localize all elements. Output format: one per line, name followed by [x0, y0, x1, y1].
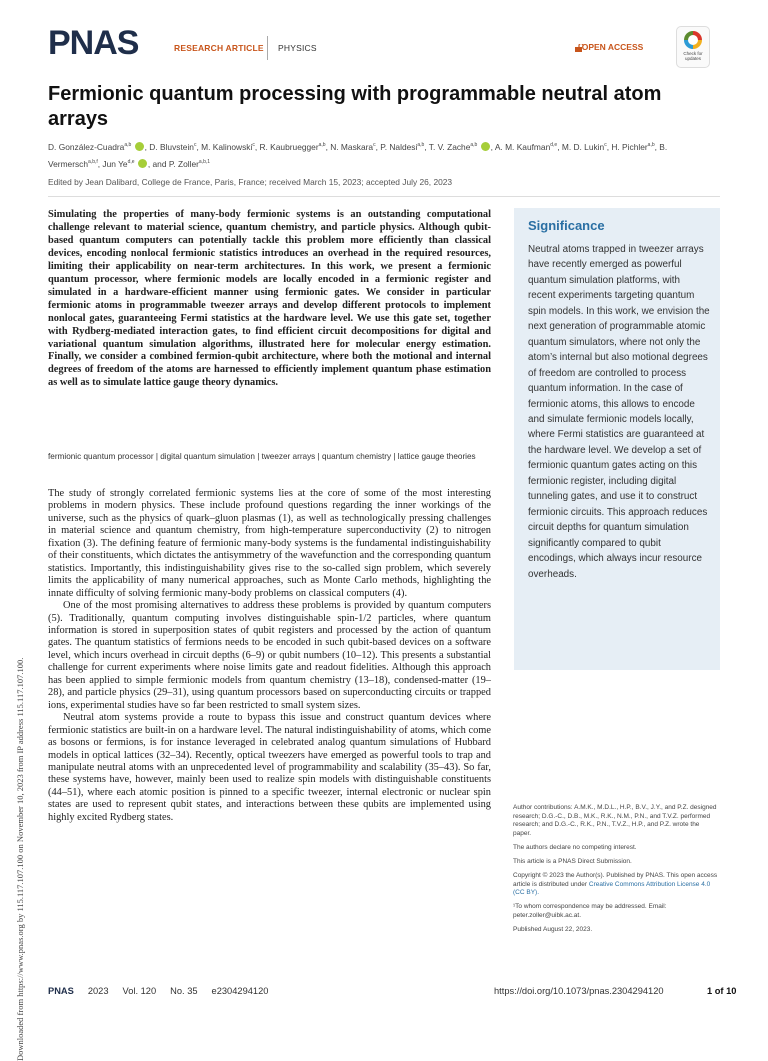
- footer-journal: PNAS: [48, 986, 74, 996]
- article-title: Fermionic quantum processing with programmable neutral atom arrays: [48, 83, 662, 130]
- orcid-icon[interactable]: [135, 142, 144, 151]
- copyright-note: Copyright © 2023 the Author(s). Published by PNAS. This open access article is distributed under Creative Commons Attribution License 4.0 (CC BY).: [513, 872, 718, 897]
- check-updates-text: Check for updates: [683, 51, 703, 61]
- significance-box: [514, 208, 720, 670]
- direct-submission: This article is a PNAS Direct Submission.: [513, 857, 632, 865]
- edited-by-line: Edited by Jean Dalibard, College de France, Paris, France; received March 15, 2023; accepted July 26, 2023: [48, 177, 453, 187]
- author-contributions: Author contributions: A.M.K., M.D.L., H.P., B.V., J.Y., and P.Z. designed research; D.G.-C., D.B., M.K., R.K., N.M., P.N., and T.V.Z. performed research; and D.G.-C., R.K., P.N., T.V.Z., H.P., and P.Z. wrote the paper.: [513, 804, 717, 837]
- body-paragraph: The study of strongly correlated fermionic systems lies at the core of some of the most interesting problems in modern physics. These include profound questions regarding the inner workings of the universe, such as the physics of quark–gluon plasmas (1), as well as technologically pressing challenges in material science and quantum chemistry, from high-temperature superconductivity (2) to nitrogen fixation (3). The defining feature of fermionic many-body systems is the fundamental indistinguishability of their constituents, which dictates the antisymmetry of the wavefunction and the corresponding quantum statistics. Importantly, this indistinguishability gives rise to the so-called sign problem, which severely limits the applicability of many numerical approaches, such as Monte Carlo methods, highlighting the innate difficulty of solving fermionic many-body problems on classical computers (4).: [48, 488, 491, 599]
- download-watermark: Downloaded from https://www.pnas.org by 115.117.107.100 on November 10, 2023 from IP address 115.117.107.100.: [15, 657, 25, 1061]
- body-paragraph: Neutral atom systems provide a route to bypass this issue and construct quantum devices where fermionic statistics are built-in on a hardware level. The natural indistinguishability of atoms, which come as bosons or fermions, is for instance leveraged in celebrated analog quantum simulations of Hubbard models in optical lattices (32–34). Recently, optical tweezers have emerged as powerful tools to trap and manipulate neutral atoms with an unprecedented level of programmability and scalability (35–43). So far, these systems have, however, mainly been used to realize spin models with distinguishable constituents (44–51), where each atomic position is pinned to a specific tweezer, internal electronic or nuclear spin states are used to represent qubit states, and interactions between these qubits are implemented using highly excited Rydberg states.: [48, 712, 491, 823]
- keywords: fermionic quantum processor | digital quantum simulation | tweezer arrays | quantum chemistry | lattice gauge theories: [48, 452, 476, 461]
- orcid-icon[interactable]: [138, 159, 147, 168]
- license-link[interactable]: Creative Commons Attribution License 4.0 (CC BY).: [513, 880, 711, 897]
- open-access-label: OPEN ACCESS: [581, 42, 644, 52]
- side-notes: [513, 804, 719, 940]
- doi-link[interactable]: https://doi.org/10.1073/pnas.2304294120: [494, 986, 664, 996]
- footer-year: 2023: [87, 986, 109, 996]
- author-list: D. González-Cuadra$^{a,b}$ , D. Bluvstein$^c$, M. Kalinowski$^c$, R. Kaubruegger$^{a,b}$, N. Maskara$^c$, P. Naldesi$^{a,b}$, T. V. Zache$^{a,b}$ , A. M. Kaufman$^{d,e}$, M. D. Lukin$^c$, H. Pichler$^{a,b}$, B. Vermersch$^{a,b,f}$, Jun Ye$^{d,e}$ , and P. Zoller$^{a,b,1}$: [48, 141, 668, 169]
- abstract: Simulating the properties of many-body fermionic systems is an outstanding computational challenge relevant to material science, quantum chemistry, and particle physics. Although qubit-based quantum computers can potentially tackle this problem more efficiently than classical devices, encoding nonlocal fermionic statistics introduces an overhead in the required resources, limiting their applicability on near-term architectures. In this work, we present a fermionic quantum processor, where fermionic models are locally encoded in a fermionic register and simulated in a hardware-efficient manner using fermionic gates. We consider in particular fermionic atoms in programmable tweezer arrays and develop different protocols to implement nonlocal gates, guaranteeing Fermi statistics at the hardware level. We use this gate set, together with Rydberg-mediated interaction gates, to find efficient circuit decompositions for digital and variational quantum simulation algorithms, illustrated here for molecular energy estimation. Finally, we consider a combined fermion-qubit architecture, where both the motional and internal degrees of freedom of the atoms are harnessed to efficiently implement quantum phase estimation as well as to simulate lattice gauge theory dynamics.: [48, 209, 491, 389]
- article-type-label: RESEARCH ARTICLE: [174, 43, 264, 53]
- header-divider: [267, 36, 268, 60]
- orcid-icon[interactable]: [481, 142, 490, 151]
- check-for-updates-badge[interactable]: [676, 26, 710, 68]
- section-label[interactable]: PHYSICS: [278, 43, 317, 53]
- significance-title: Significance: [528, 218, 605, 233]
- body-paragraph: One of the most promising alternatives to address these problems is provided by quantum computers (5). Traditionally, quantum computing involves distinguishable spin-1/2 particles, where quantum information is stored in superposition states of qubit registers and processed by the action of quantum gates. The quantum statistics of fermions needs to be encoded in such qubit-based devices on a software level, which incurs overhead in circuit depths (6–9) or qubit numbers (10–12). This presents a substantial challenge for current experiments where noise limits gate and readout fidelities. Although this approach has been applied to simple fermionic models from quantum chemistry (13–18), condensed-matter (19–28), and particle physics (29–31), using quantum processors based on superconducting circuits or trapped ions, experimental studies have so far been restricted to small system sizes.: [48, 600, 491, 711]
- published-date: Published August 22, 2023.: [513, 926, 593, 934]
- header-rule: [48, 196, 720, 197]
- competing-interest: The authors declare no competing interest.: [513, 843, 637, 851]
- footer-volume: Vol. 120: [122, 986, 157, 996]
- page-number: 1 of 10: [707, 986, 737, 996]
- significance-text: Neutral atoms trapped in tweezer arrays have recently emerged as powerful quantum simulation platforms, with recent experiments targeting quantum spin models. In this work, we envision the next generation of programmable atomic quantum simulators, where not only the atom’s internal but also motional degrees of freedom are controlled to process quantum information. In the case of fermionic atoms, this allows to encode and simulate fermionic models locally, where Fermi statistics are guaranteed at the hardware level. We develop a set of fermionic quantum gates acting on this fermionic register, including digital tunneling gates, and use it to construct fermionic circuits. This approach reduces circuit depths for quantum simulation significantly compared to qubit encodings, which always incur resource overheads.: [528, 244, 710, 580]
- correspondence-note: ¹To whom correspondence may be addressed. Email: peter.zoller@uibk.ac.at.: [513, 903, 667, 919]
- body-text: [48, 488, 491, 824]
- footer-issue: No. 35: [170, 986, 198, 996]
- journal-logo[interactable]: PNAS: [48, 24, 139, 62]
- footer-article-id: e2304294120: [211, 986, 269, 996]
